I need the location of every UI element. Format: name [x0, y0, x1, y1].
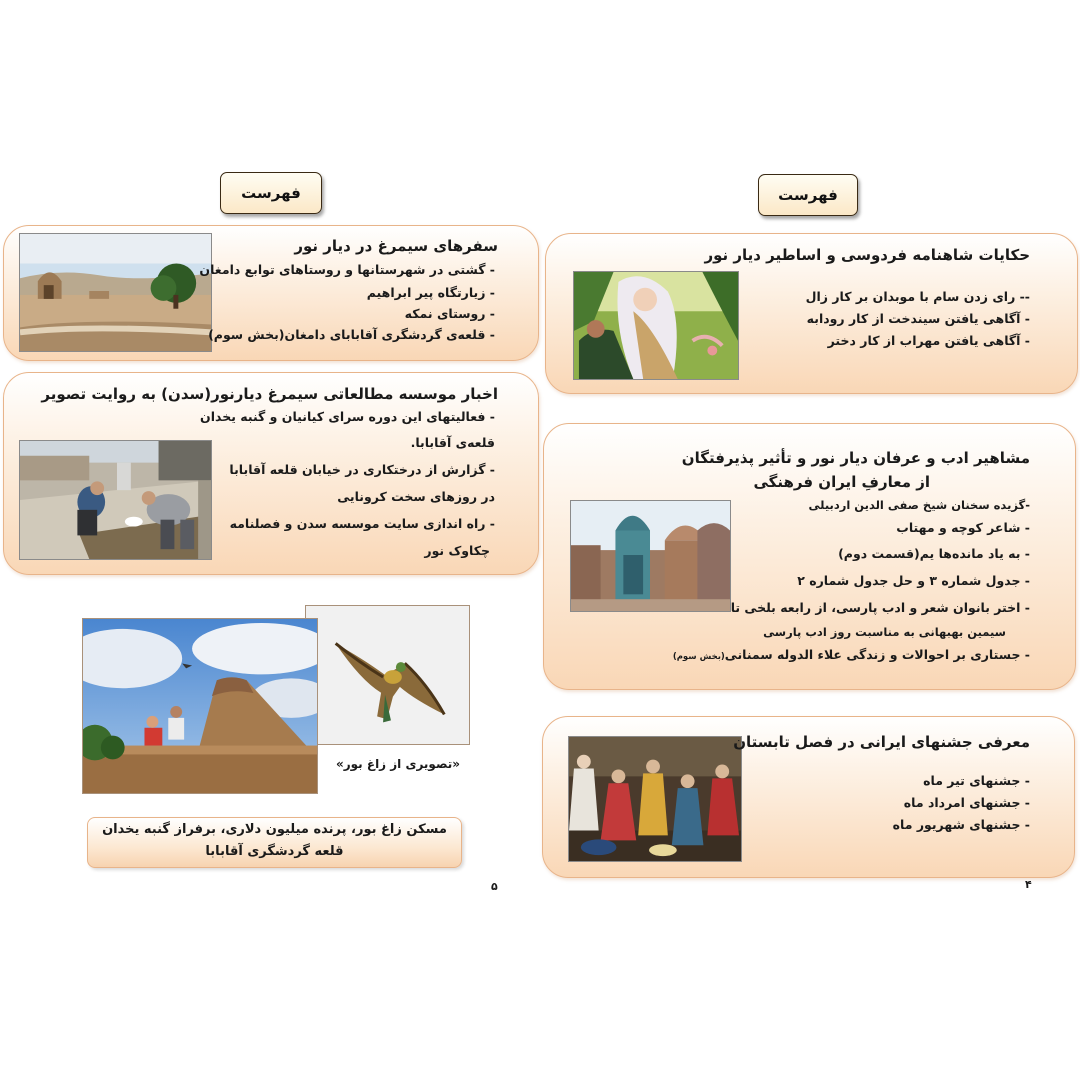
list-item-suffix: (بخش سوم)	[672, 652, 725, 662]
list-item: چکاوک نور	[424, 543, 490, 558]
mausoleum-domes-photo	[570, 500, 731, 612]
list-item: - آگاهی یافتن مهراب از کار دختر	[827, 333, 1030, 348]
list-item: قلعه‌ی آقابابا.	[410, 435, 495, 450]
left-index-tab	[220, 172, 322, 214]
shahnameh-painting	[573, 271, 739, 380]
list-item: - جشنهای شهریور ماه	[892, 817, 1030, 832]
list-item: -گزیده سخنان شیخ صفی الدین اردبیلی	[808, 498, 1030, 512]
right-card2-title-line1: مشاهیر ادب و عرفان دیار نور و تأثیر پذیرفتگان	[681, 449, 1030, 467]
list-item: - راه اندازی سایت موسسه سدن و فصلنامه	[229, 516, 495, 531]
right-index-tab	[758, 174, 858, 216]
list-item	[673, 647, 1030, 662]
list-item: - شاعر کوچه و مهتاب	[896, 520, 1030, 535]
list-item: - جشنهای امرداد ماه	[903, 795, 1030, 810]
left-card1-title: سفرهای سیمرغ در دیار نور	[294, 237, 498, 255]
list-item: سیمین بهبهانی به مناسبت روز ادب پارسی	[763, 625, 1006, 639]
list-item: - گزارش از درختکاری در خیابان قلعه آقابابا	[229, 462, 495, 477]
list-item: - گشتی در شهرستانها و روستاهای توابع دامغان	[199, 262, 495, 277]
right-card3-title: معرفی جشنهای ایرانی در فصل تابستان	[733, 733, 1030, 751]
list-item: - زیارتگاه پیر ابراهیم	[366, 285, 495, 300]
left-card2-title: اخبار موسسه مطالعاتی سیمرغ دیارنور(سدن) به روایت تصویر	[41, 385, 498, 403]
qajar-festival-painting	[568, 736, 742, 862]
list-item: -- رای زدن سام با موبدان بر کار زال	[805, 289, 1030, 304]
right-page-number: ۴	[1025, 878, 1032, 891]
list-item-text: - جستاری بر احوالات و زندگی علاء الدوله سمنانی	[724, 647, 1030, 662]
list-item: - قلعه‌ی گردشگری آقابابای دامغان(بخش سوم)	[208, 327, 495, 342]
right-card1-title: حکایات شاهنامه فردوسی و اساطیر دیار نور	[704, 246, 1030, 264]
right-index-tab-label: فهرست	[778, 186, 838, 204]
left-index-tab-label: فهرست	[241, 184, 301, 202]
list-item: - آگاهی یافتن سیندخت از کار رودابه	[806, 311, 1030, 326]
list-item: - جدول شماره ۳ و حل جدول شماره ۲	[797, 573, 1030, 588]
list-item: - جشنهای تیر ماه	[923, 773, 1030, 788]
bottom-caption-line1: مسکن زاغ بور، پرنده میلیون دلاری، برفراز گنبه یخدان	[102, 822, 447, 837]
clay-dome-photo	[82, 618, 318, 794]
list-item: - اختر بانوان شعر و ادب پارسی، از رابعه بلخی تا	[730, 600, 1030, 615]
list-item: در روزهای سخت کرونایی	[337, 489, 495, 504]
ruins-photo	[19, 233, 212, 352]
list-item: - فعالیتهای این دوره سرای کیانیان و گنبه یخدان	[200, 409, 495, 424]
bee-eater-bird-photo	[305, 605, 470, 745]
list-item: - به یاد مانده‌ها یم(قسمت دوم)	[838, 546, 1030, 561]
bottom-caption-line2: قلعه گردشگری آقابابا	[205, 844, 344, 859]
left-page-number: ۵	[491, 880, 498, 893]
right-card2-title-line2: از معارفِ ایران فرهنگی	[753, 473, 930, 491]
bird-caption: «تصویری از زاغ بور»	[336, 757, 461, 771]
tree-planting-photo	[19, 440, 212, 560]
list-item: - روستای نمکه	[404, 306, 495, 321]
